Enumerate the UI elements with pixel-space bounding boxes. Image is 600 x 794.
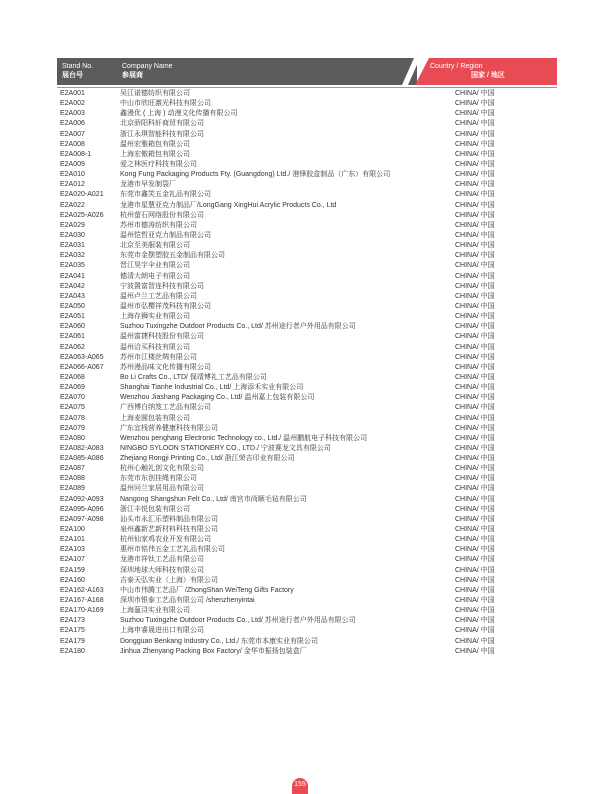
stand-cell: E2A032: [60, 252, 85, 260]
stand-cell: E2A042: [60, 282, 85, 290]
table-row: [57, 190, 557, 200]
table-row: [57, 525, 557, 535]
country-cell: CHINA/ 中国: [455, 647, 495, 655]
header-stand-cn: 展台号: [62, 72, 83, 79]
country-cell: CHINA/ 中国: [455, 424, 495, 432]
country-cell: CHINA/ 中国: [455, 130, 495, 138]
country-cell: CHINA/ 中国: [455, 201, 495, 209]
stand-cell: E2A002: [60, 100, 85, 108]
company-cell: 温州市弘樱祥茂科技有限公司: [120, 302, 211, 310]
table-row: [57, 637, 557, 647]
country-cell: CHINA/ 中国: [455, 546, 495, 554]
table-row: [57, 647, 557, 657]
table-row: [57, 119, 557, 129]
stand-cell: E2A170-A169: [60, 607, 104, 615]
stand-cell: E2A103: [60, 546, 85, 554]
company-cell: Nangong Shangshun Felt Co., Ltd/ 南宫市尚顺毛毡有限公司: [120, 495, 307, 503]
country-cell: CHINA/ 中国: [455, 191, 495, 199]
country-cell: CHINA/ 中国: [455, 343, 495, 351]
stand-cell: E2A082-A083: [60, 444, 104, 452]
company-cell: 杭州萤石网络股份有限公司: [120, 211, 204, 219]
stand-cell: E2A068: [60, 373, 85, 381]
stand-cell: E2A159: [60, 566, 85, 574]
company-cell: NINGBO SYLOON STATIONERY CO., LTD./ 宁波赛龙文具有限公司: [120, 444, 331, 452]
country-cell: CHINA/ 中国: [455, 627, 495, 635]
company-cell: 上海申睿晟进出口有限公司: [120, 627, 204, 635]
stand-cell: E2A095-A096: [60, 505, 104, 513]
stand-cell: E2A060: [60, 323, 85, 331]
country-cell: CHINA/ 中国: [455, 100, 495, 108]
table-row: [57, 596, 557, 606]
company-cell: 苏州市江楼丝绸有限公司: [120, 353, 197, 361]
stand-cell: E2A173: [60, 617, 85, 625]
company-cell: 深圳地球大师科技有限公司: [120, 566, 204, 574]
stand-cell: E2A179: [60, 637, 85, 645]
stand-cell: E2A085-A086: [60, 455, 104, 463]
table-row: [57, 373, 557, 383]
company-cell: Wenzhou penghang Electronic Technology co., Ltd./ 温州鹏航电子科技有限公司: [120, 434, 368, 442]
company-cell: 温州卢兰工艺品有限公司: [120, 292, 197, 300]
country-cell: CHINA/ 中国: [455, 160, 495, 168]
country-cell: CHINA/ 中国: [455, 313, 495, 321]
company-cell: 爱之林医疗科技有限公司: [120, 160, 197, 168]
stand-cell: E2A061: [60, 333, 85, 341]
stand-cell: E2A008-1: [60, 150, 92, 158]
stand-cell: E2A006: [60, 120, 85, 128]
company-cell: 宁波置富智连科技有限公司: [120, 282, 204, 290]
stand-cell: E2A175: [60, 627, 85, 635]
stand-cell: E2A022: [60, 201, 85, 209]
country-cell: CHINA/ 中国: [455, 607, 495, 615]
table-row: [57, 535, 557, 545]
country-cell: CHINA/ 中国: [455, 252, 495, 260]
stand-cell: E2A162-A163: [60, 586, 104, 594]
country-cell: CHINA/ 中国: [455, 597, 495, 605]
country-cell: CHINA/ 中国: [455, 617, 495, 625]
table-row: [57, 332, 557, 342]
table-row: [57, 555, 557, 565]
table-row: [57, 444, 557, 454]
stand-cell: E2A167-A168: [60, 597, 104, 605]
company-cell: Wenzhou Jiashang Packaging Co., Ltd/ 温州嘉上包装有限公司: [120, 394, 315, 402]
table-row: [57, 160, 557, 170]
company-cell: 吉泰天弘实业（上海）有限公司: [120, 576, 218, 584]
stand-cell: E2A092-A093: [60, 495, 104, 503]
table-row: [57, 403, 557, 413]
country-cell: CHINA/ 中国: [455, 637, 495, 645]
company-cell: 晋江昊宇伞业有限公司: [120, 262, 190, 270]
stand-cell: E2A003: [60, 110, 85, 118]
page-number: 155: [292, 778, 308, 794]
table-row: [57, 282, 557, 292]
company-cell: Kong Fung Packaging Products Fty. (Guangdong) Ltd./ 港锋胶盒制品（广东）有限公司: [120, 171, 391, 179]
table-row: [57, 109, 557, 119]
country-cell: CHINA/ 中国: [455, 556, 495, 564]
header-country-en: Country / Region: [430, 63, 483, 70]
stand-cell: E2A062: [60, 343, 85, 351]
country-cell: CHINA/ 中国: [455, 302, 495, 310]
stand-cell: E2A070: [60, 394, 85, 402]
country-cell: CHINA/ 中国: [455, 373, 495, 381]
company-cell: 龙港市星慧亚克力制品厂/LongGang XingHui Acrylic Products Co., Ltd: [120, 201, 337, 209]
stand-cell: E2A010: [60, 171, 85, 179]
header-country-cn: 国家 / 地区: [471, 72, 505, 79]
company-cell: 广西博白纳笈工艺品有限公司: [120, 404, 211, 412]
company-cell: 东莞市金摆塑胶五金制品有限公司: [120, 252, 225, 260]
company-cell: Suzhou Tuxingzhe Outdoor Products Co., Ltd/ 苏州途行者户外用品有限公司: [120, 617, 356, 625]
country-cell: CHINA/ 中国: [455, 475, 495, 483]
header-gray-bar: [57, 58, 417, 85]
table-row: [57, 454, 557, 464]
company-cell: 苏州市德涛纺织有限公司: [120, 221, 197, 229]
country-cell: CHINA/ 中国: [455, 536, 495, 544]
company-cell: 北京至美服装有限公司: [120, 242, 190, 250]
country-cell: CHINA/ 中国: [455, 171, 495, 179]
table-row: [57, 251, 557, 261]
country-cell: CHINA/ 中国: [455, 505, 495, 513]
country-cell: CHINA/ 中国: [455, 384, 495, 392]
table-row: [57, 474, 557, 484]
table-row: [57, 586, 557, 596]
country-cell: CHINA/ 中国: [455, 262, 495, 270]
stand-cell: E2A008: [60, 140, 85, 148]
stand-cell: E2A001: [60, 90, 85, 97]
table-row: [57, 312, 557, 322]
table-row: [57, 545, 557, 555]
country-cell: CHINA/ 中国: [455, 434, 495, 442]
header-company-en: Company Name: [122, 63, 173, 70]
stand-cell: E2A078: [60, 414, 85, 422]
table-row: [57, 464, 557, 474]
table-row: [57, 495, 557, 505]
table-row: [57, 515, 557, 525]
table-row: [57, 302, 557, 312]
stand-cell: E2A066-A067: [60, 363, 104, 371]
stand-cell: E2A069: [60, 384, 85, 392]
company-cell: 上海宏傲箱包有限公司: [120, 150, 190, 158]
table-row: [57, 383, 557, 393]
company-cell: 上海存狮实业有限公司: [120, 313, 190, 321]
table-row: [57, 140, 557, 150]
table-row: [57, 241, 557, 251]
company-cell: 苏州漫品味文化传播有限公司: [120, 363, 211, 371]
country-cell: CHINA/ 中国: [455, 282, 495, 290]
stand-cell: E2A009: [60, 160, 85, 168]
stand-cell: E2A088: [60, 475, 85, 483]
stand-cell: E2A050: [60, 302, 85, 310]
country-cell: CHINA/ 中国: [455, 394, 495, 402]
table-header: [57, 58, 557, 85]
country-cell: CHINA/ 中国: [455, 515, 495, 523]
company-cell: 浙江丰悦包装有限公司: [120, 505, 190, 513]
stand-cell: E2A079: [60, 424, 85, 432]
table-row: [57, 231, 557, 241]
header-rule: [57, 87, 557, 88]
country-cell: CHINA/ 中国: [455, 231, 495, 239]
company-cell: Suzhou Tuxingzhe Outdoor Products Co., Ltd/ 苏州途行者户外用品有限公司: [120, 323, 356, 331]
company-cell: 东莞市东创挂绳有限公司: [120, 475, 197, 483]
stand-cell: E2A097-A098: [60, 515, 104, 523]
header-stand-en: Stand No.: [62, 63, 94, 70]
company-cell: 北京骄阳科轩商贸有限公司: [120, 120, 204, 128]
table-row: [57, 170, 557, 180]
stand-cell: E2A029: [60, 221, 85, 229]
table-row: [57, 180, 557, 190]
stand-cell: E2A100: [60, 526, 85, 534]
country-cell: CHINA/ 中国: [455, 455, 495, 463]
stand-cell: E2A035: [60, 262, 85, 270]
table-row: [57, 322, 557, 332]
stand-cell: E2A025-A026: [60, 211, 104, 219]
table-row: [57, 414, 557, 424]
country-cell: CHINA/ 中国: [455, 150, 495, 158]
stand-cell: E2A107: [60, 556, 85, 564]
table-row: [57, 130, 557, 140]
country-cell: CHINA/ 中国: [455, 485, 495, 493]
company-cell: 龙港市早发制袋厂: [120, 181, 176, 189]
table-row: [57, 201, 557, 211]
country-cell: CHINA/ 中国: [455, 404, 495, 412]
country-cell: CHINA/ 中国: [455, 211, 495, 219]
company-cell: 温州宏雅箱包有限公司: [120, 140, 190, 148]
stand-cell: E2A012: [60, 181, 85, 189]
country-cell: CHINA/ 中国: [455, 444, 495, 452]
table-row: [57, 626, 557, 636]
table-row: [57, 353, 557, 363]
header-company-cn: 参展商: [122, 72, 143, 79]
company-cell: 德清大朗电子有限公司: [120, 272, 190, 280]
stand-cell: E2A080: [60, 434, 85, 442]
stand-cell: E2A101: [60, 536, 85, 544]
country-cell: CHINA/ 中国: [455, 140, 495, 148]
company-cell: 吴江诺德纺织有限公司: [120, 90, 190, 97]
company-cell: 中山市欣旺激光科技有限公司: [120, 100, 211, 108]
country-cell: CHINA/ 中国: [455, 495, 495, 503]
company-cell: 浙江永琪智能科技有限公司: [120, 130, 204, 138]
company-cell: 温州问兰家居用品有限公司: [120, 485, 204, 493]
stand-cell: E2A051: [60, 313, 85, 321]
table-row: [57, 221, 557, 231]
country-cell: CHINA/ 中国: [455, 181, 495, 189]
company-cell: 中山市伟腾工艺品厂 /ZhongShan WeiTeng Gifts Factory: [120, 586, 294, 594]
country-cell: CHINA/ 中国: [455, 221, 495, 229]
country-cell: CHINA/ 中国: [455, 110, 495, 118]
stand-cell: E2A180: [60, 647, 85, 655]
table-row: [57, 343, 557, 353]
company-cell: Shanghai Tianhe Industrial Co., Ltd/ 上海添禾实业有限公司: [120, 384, 304, 392]
table-row: [57, 424, 557, 434]
stand-cell: E2A075: [60, 404, 85, 412]
company-cell: Dongguan Benkang Industry Co., Ltd./ 东莞市本康实业有限公司: [120, 637, 319, 645]
table-row: [57, 616, 557, 626]
stand-cell: E2A063-A065: [60, 353, 104, 361]
table-row: [57, 484, 557, 494]
table-row: [57, 576, 557, 586]
company-cell: 鑫漫优 ( 上海 ) 动漫文化传播有限公司: [120, 110, 238, 118]
company-cell: 深圳市银泰工艺品有限公司 /shenzhenyintai: [120, 597, 255, 605]
company-cell: 温州富捷科技股份有限公司: [120, 333, 204, 341]
country-cell: CHINA/ 中国: [455, 323, 495, 331]
stand-cell: E2A030: [60, 231, 85, 239]
table-row: [57, 99, 557, 109]
company-cell: 东莞市鑫笑五金礼品有限公司: [120, 191, 211, 199]
company-cell: Zhejiang Rongji Printing Co., Ltd/ 浙江荣吉印业有限公司: [120, 455, 295, 463]
company-cell: 汕头市永汇乐塑料制品有限公司: [120, 515, 218, 523]
country-cell: CHINA/ 中国: [455, 90, 495, 97]
stand-cell: E2A007: [60, 130, 85, 138]
table-row: [57, 566, 557, 576]
country-cell: CHINA/ 中国: [455, 465, 495, 473]
stand-cell: E2A031: [60, 242, 85, 250]
country-cell: CHINA/ 中国: [455, 363, 495, 371]
company-cell: 杭州心触礼创文化有限公司: [120, 465, 204, 473]
company-cell: 泉州鑫新艺新材料科技有限公司: [120, 526, 218, 534]
country-cell: CHINA/ 中国: [455, 586, 495, 594]
exhibitor-list: [57, 89, 557, 657]
table-row: [57, 292, 557, 302]
stand-cell: E2A089: [60, 485, 85, 493]
country-cell: CHINA/ 中国: [455, 414, 495, 422]
table-row: [57, 211, 557, 221]
stand-cell: E2A043: [60, 292, 85, 300]
company-cell: 上海麦圆包装有限公司: [120, 414, 190, 422]
stand-cell: E2A087: [60, 465, 85, 473]
country-cell: CHINA/ 中国: [455, 272, 495, 280]
company-cell: 温州恺哲亚克力制品有限公司: [120, 231, 211, 239]
table-row: [57, 505, 557, 515]
stand-cell: E2A160: [60, 576, 85, 584]
country-cell: CHINA/ 中国: [455, 292, 495, 300]
country-cell: CHINA/ 中国: [455, 120, 495, 128]
table-row: [57, 363, 557, 373]
stand-cell: E2A020-A021: [60, 191, 104, 199]
company-cell: 惠州市铭伟五金工艺礼品有限公司: [120, 546, 225, 554]
country-cell: CHINA/ 中国: [455, 566, 495, 574]
table-row: [57, 150, 557, 160]
company-cell: 广东宜栈营养健康科技有限公司: [120, 424, 218, 432]
stand-cell: E2A041: [60, 272, 85, 280]
table-row: [57, 89, 557, 99]
country-cell: CHINA/ 中国: [455, 576, 495, 584]
table-row: [57, 434, 557, 444]
table-row: [57, 272, 557, 282]
country-cell: CHINA/ 中国: [455, 353, 495, 361]
table-row: [57, 393, 557, 403]
company-cell: 温州洽买科技有限公司: [120, 343, 190, 351]
country-cell: CHINA/ 中国: [455, 242, 495, 250]
table-row: [57, 261, 557, 271]
country-cell: CHINA/ 中国: [455, 333, 495, 341]
country-cell: CHINA/ 中国: [455, 526, 495, 534]
company-cell: Jinhua Zhenyang Packing Box Factory/ 金华市振扬包装盒厂: [120, 647, 307, 655]
table-row: [57, 606, 557, 616]
company-cell: 龙港市祥钛工艺品有限公司: [120, 556, 204, 564]
company-cell: 杭州仙家鸡农业开发有限公司: [120, 536, 211, 544]
company-cell: Bo Li Crafts Co., LTD/ 保靖博礼工艺品有限公司: [120, 373, 267, 381]
company-cell: 上海蕰浔实业有限公司: [120, 607, 190, 615]
